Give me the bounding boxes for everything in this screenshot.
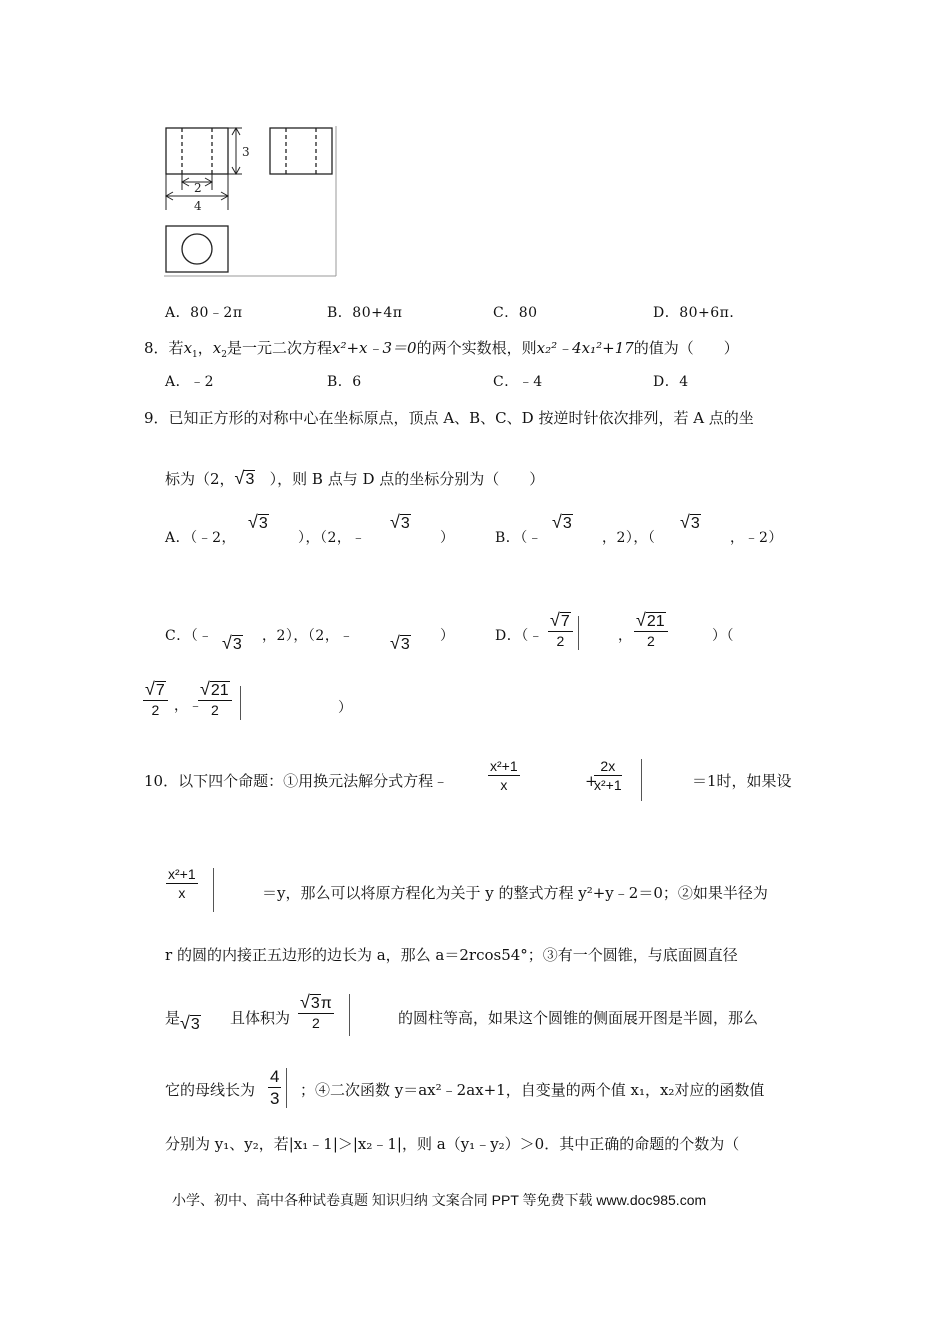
- q7-option-b: B．80+4π: [327, 305, 403, 321]
- sqrt3-radical: √3: [234, 468, 255, 488]
- q9-option-a: [165, 528, 236, 548]
- q10-bar4: [286, 1068, 287, 1108]
- q7-option-d: D．80+6π．: [653, 305, 744, 321]
- q8-x1: x: [183, 339, 193, 357]
- q7-option-c: C．80: [493, 305, 538, 321]
- q9-option-b-radicand1: 3: [562, 515, 572, 532]
- q9-option-a-mid: ），（2，﹣: [298, 530, 366, 546]
- q9-option-c-mid: ，2），（2，﹣: [262, 628, 354, 644]
- q9-option-d-sqrt21b: 21: [210, 682, 229, 699]
- q9-option-d-den2: 2: [646, 633, 655, 649]
- q9-option-c-radicand1: 3: [232, 636, 242, 653]
- q8-number: 8．: [144, 339, 169, 357]
- q10-line3: r 的圆的内接正五边形的边长为 a，那么 a＝2rcos54°；③有一个圆锥，与底面圆直径: [165, 946, 738, 964]
- q9-option-a-sqrt1: √3: [248, 512, 268, 532]
- dim-outer-label: 4: [194, 199, 202, 213]
- q10-frac4: [268, 1067, 281, 1108]
- q9-option-d-bar2: [240, 686, 241, 720]
- q10-bar3: [349, 994, 350, 1036]
- q8-option-d: D．4: [653, 374, 689, 390]
- q10-line1-a: 10．以下四个命题：①用换元法解分式方程﹣: [144, 772, 449, 790]
- q9-option-b-end: ，﹣2）: [730, 530, 783, 546]
- q10-frac3-num: x²+1: [168, 866, 196, 882]
- q9-option-d-comma-neg: ，﹣: [174, 698, 203, 714]
- q9-option-c-text: C．（﹣: [165, 628, 213, 644]
- q8-comma: ，: [197, 339, 213, 357]
- q9-option-a-text: A．（﹣2，: [165, 530, 237, 546]
- q10-volume-radicand: 3: [310, 995, 320, 1012]
- q9-option-d-text: D．（﹣: [495, 628, 544, 644]
- q10-frac2: [594, 758, 622, 793]
- page-footer: 小学、初中、高中各种试卷真题 知识归纳 文案合同 PPT 等免费下载 www.doc985.com: [172, 1192, 707, 1208]
- q10-frac2-num: 2x: [594, 758, 622, 776]
- q9-option-b-sqrt1: √3: [552, 512, 572, 532]
- q10-volume-pi: π: [320, 995, 332, 1012]
- q9-option-a-radicand1: 3: [258, 515, 268, 532]
- q9-option-d-close: ）（: [712, 628, 734, 644]
- q9-option-d-den1: 2: [556, 633, 565, 649]
- q9-option-d-frac4: $\frac{√21}{2}$: [198, 681, 232, 718]
- q8-sub1: 1: [192, 350, 198, 360]
- q9-option-b-sqrt2: √3: [680, 512, 700, 532]
- dim-height-label: 3: [242, 145, 250, 159]
- q10-volume-den: 2: [312, 1015, 320, 1031]
- q8-text-a: 若: [168, 339, 184, 357]
- q9-option-a-close: ）: [440, 530, 455, 546]
- q8-x2: x: [212, 339, 222, 357]
- q9-option-d-last-close: ）: [338, 700, 353, 716]
- q8-option-c: C．﹣4: [493, 374, 543, 390]
- q9-option-d-den4: 2: [210, 702, 219, 718]
- q9-option-d-frac1: $\frac{√7}{2}$: [548, 612, 573, 649]
- q9-option-d-frac2: $\frac{√21}{2}$: [634, 612, 668, 649]
- q10-line5-b: ；④二次函数 y＝ax²﹣2ax+1，自变量的两个值 x₁，x₂对应的函数值: [300, 1081, 765, 1099]
- q9-option-a-sqrt2: √3: [390, 512, 410, 532]
- q9-option-d-den3: 2: [151, 702, 160, 718]
- q8-sub2: 2: [221, 350, 227, 360]
- q10-line4-radicand: 3: [190, 1016, 200, 1033]
- dim-inner-label: 2: [194, 181, 202, 195]
- q10-frac4-num: 4: [270, 1067, 280, 1086]
- q10-frac3: [166, 866, 198, 901]
- q9-line2-a: 标为（2，: [165, 470, 235, 488]
- q10-frac2-den: x²+1: [594, 777, 622, 793]
- q9-option-d-sqrt7: 7: [560, 613, 570, 630]
- q10-frac1: [488, 758, 520, 793]
- q8-text-c: 的两个实数根，则: [416, 339, 537, 357]
- q9-line1: 9．已知正方形的对称中心在坐标原点，顶点 A、B、C、D 按逆时针依次排列，若 A 点的坐: [144, 409, 754, 427]
- q10-plus: +: [585, 772, 598, 790]
- q10-frac4-den: 3: [270, 1089, 280, 1108]
- q8-option-b: B．6: [327, 374, 362, 390]
- q10-line4-sqrt: √3: [180, 1013, 200, 1033]
- q7-option-a: A．80﹣2π: [165, 305, 243, 321]
- q9-line2-b: ），则 B 点与 D 点的坐标分别为（ ）: [269, 470, 545, 488]
- q9-option-c-sqrt1: √3: [222, 633, 242, 653]
- q10-line1-b: ＝1时，如果设: [692, 772, 792, 790]
- q9-option-b-text: B．（﹣: [495, 530, 543, 546]
- q8-text-d: 的值为（ ）: [633, 339, 739, 357]
- q10-bar2: [213, 868, 214, 912]
- q9-option-b-radicand2: 3: [690, 515, 700, 532]
- q10-line5-a: 它的母线长为: [165, 1081, 256, 1099]
- q9-option-c-sqrt2: √3: [390, 633, 410, 653]
- q10-bar1: [641, 759, 642, 801]
- q9-option-d-frac3: $\frac{√7}{2}$: [143, 681, 168, 718]
- sqrt3-radicand: 3: [245, 471, 255, 488]
- q10-frac1-num: x²+1: [490, 758, 518, 774]
- q8-equation: x²+x﹣3＝0: [332, 339, 417, 357]
- q9-option-b-mid: ，2），（: [602, 530, 656, 546]
- q8-text-b: 是一元二次方程: [226, 339, 332, 357]
- q9-option-c-radicand2: 3: [400, 636, 410, 653]
- q8-expression: x₂²﹣4x₁²+17: [536, 339, 634, 357]
- q10-frac1-den: x: [500, 777, 508, 793]
- q10-line6: 分别为 y₁、y₂，若|x₁﹣1|＞|x₂﹣1|，则 a（y₁﹣y₂）＞0．其中正确的命题的个数为（: [165, 1135, 740, 1153]
- q9-option-a-radicand2: 3: [400, 515, 410, 532]
- q10-line4-c: 的圆柱等高，如果这个圆锥的侧面展开图是半圆，那么: [398, 1009, 759, 1027]
- three-view-figure: [150, 118, 350, 282]
- q8-option-a: A．﹣2: [165, 374, 215, 390]
- q9-option-d-bar1: [578, 616, 579, 650]
- q9-option-d-comma: ，: [618, 628, 633, 644]
- q10-line4-a: 是: [165, 1009, 181, 1027]
- q8-stem: [144, 338, 739, 358]
- q10-frac3-den: x: [178, 885, 186, 901]
- q9-option-d-sqrt21: 21: [646, 613, 665, 630]
- q9-option-d-sqrt7b: 7: [155, 682, 165, 699]
- q10-line4-b: 且体积为: [230, 1009, 291, 1027]
- q10-volume-frac: $\frac{√3\pi}{2}$: [300, 992, 332, 1031]
- q10-line2: ＝y，那么可以将原方程化为关于 y 的整式方程 y²+y﹣2＝0；②如果半径为: [262, 884, 768, 902]
- q9-line2: [165, 468, 544, 490]
- q9-option-c-close: ）: [440, 628, 455, 644]
